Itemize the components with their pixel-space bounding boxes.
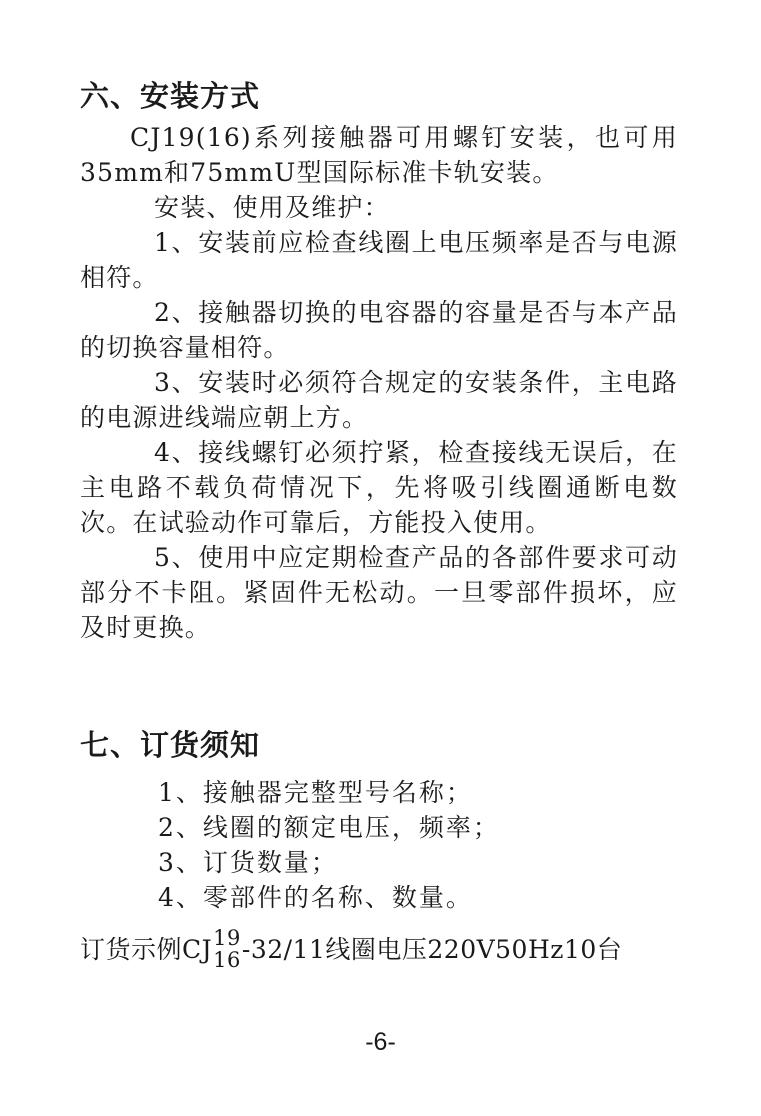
- maintenance-item-3: 3、安装时必须符合规定的安装条件，主电路的电源进线端应朝上方。: [80, 368, 678, 432]
- maintenance-item-5: 5、使用中应定期检查产品的各部件要求可动部分不卡阻。紧固件无松动。一旦零部件损坏，应及时更换。: [80, 543, 678, 642]
- example-model-fraction: [213, 927, 241, 971]
- installation-intro: CJ19(16)系列接触器可用螺钉安装，也可用35mm和75mmU型国际标准卡轨安装。: [80, 123, 678, 187]
- page-number: -6-: [365, 1028, 396, 1056]
- example-prefix: 订货示例CJ: [80, 934, 213, 964]
- ordering-list: [158, 775, 500, 915]
- example-suffix: -32/11线圈电压220V50Hz10台: [241, 934, 623, 964]
- example-frac-bottom: 16: [213, 948, 241, 972]
- example-frac-top: 19: [213, 926, 241, 950]
- maintenance-item-2: 2、接触器切换的电容器的容量是否与本产品的切换容量相符。: [80, 298, 678, 362]
- section-heading-ordering: 七、订货须知: [80, 728, 261, 762]
- ordering-item-2: 2、线圈的额定电压，频率；: [158, 813, 500, 842]
- ordering-item-3: 3、订货数量；: [158, 848, 338, 877]
- maintenance-item-1: 1、安装前应检查线圈上电压频率是否与电源相符。: [80, 228, 678, 292]
- installation-section-body: [80, 120, 678, 645]
- maintenance-item-4: 4、接线螺钉必须拧紧，检查接线无误后，在主电路不载负荷情况下，先将吸引线圈通断电数次。在试验动作可靠后，方能投入使用。: [80, 438, 678, 537]
- maintenance-title: 安装、使用及维护：: [154, 193, 390, 222]
- section-heading-installation: 六、安装方式: [80, 79, 261, 113]
- ordering-item-4: 4、零部件的名称、数量。: [158, 883, 473, 912]
- ordering-example: [80, 924, 622, 974]
- ordering-item-1: 1、接触器完整型号名称；: [158, 778, 473, 807]
